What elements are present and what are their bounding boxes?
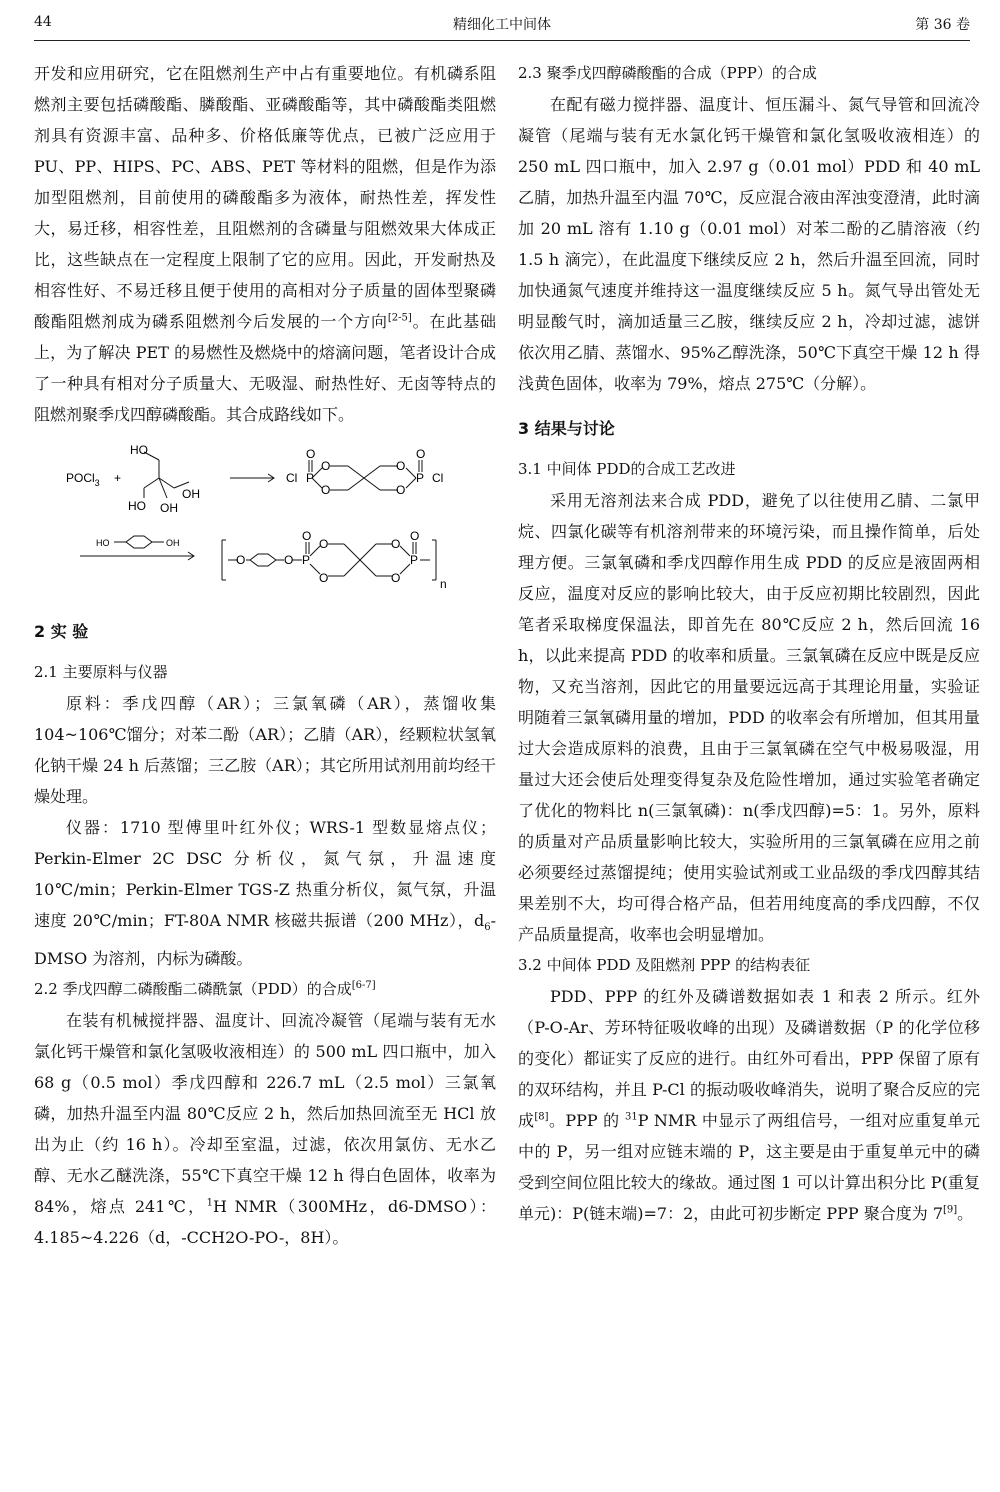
scheme-ho-hq: HO — [96, 538, 110, 548]
scheme-poly-o-5: O — [319, 571, 329, 585]
scheme-poly-p-1: P — [302, 553, 311, 567]
scheme-o-1: O — [306, 447, 316, 461]
section-2-heading: 2 实 验 — [34, 622, 89, 641]
scheme-poly-o-7: O — [391, 571, 401, 585]
journal-title: 精细化工中间体 — [453, 17, 551, 33]
page-header — [34, 14, 970, 40]
scheme-oh-1: OH — [182, 487, 200, 501]
process-improvement-paragraph: 采用无溶剂法来合成 PDD，避免了以往使用乙腈、二氯甲烷、四氯化碳等有机溶剂带来的环境污染，而且操作简单，后处理方便。三氯氧磷和季戊四醇作用生成 PDD 的反应是液固两相反应，温度对反应的影响比较大，由于反应初期比较剧烈，因此笔者采取梯度保温法，即首先在 80℃反应 2 h，然后回流 16 h，以此来提高 PDD 的收率和质量。三氯氧磷在反应中既是反应物，又充当溶剂，因此它的用量要远远高于其理论用量，实验证明随着三氯氧磷用量的增加，PDD 的收率会有所增加，但其用量过大会造成原料的浪费，且由于三氯氧磷在空气中极易吸湿，用量过大还会使后处理变得复杂及危险性增加，通过实验笔者确定了优化的物料比 n(三氯氧磷)：n(季戊四醇)=5：1。另外，原料的质量对产品质量影响比较大，实验所用的三氯氧磷在应用之前必须要经过蒸馏提纯；使用实验试剂或工业品级的季戊四醇其结果差别不大，均可得合格产品，但若用纯度高的季戊四醇，不仅产品质量提高，收率也会明显增加。 — [518, 491, 980, 944]
intro-paragraph: 开发和应用研究，它在阻燃剂生产中占有重要地位。有机磷系阻燃剂主要包括磷酸酯、膦酸酯、亚磷酸酯等，其中磷酸酯类阻燃剂具有资源丰富、品种多、价格低廉等优点，已被广泛应用于 PU、PP、HIPS、PC、ABS、PET 等材料的阻燃，但是作为添加型阻燃剂，目前使用的磷酸酯多为液体，耐热性差，挥发性大，易迁移，相容性差，且阻燃剂的含磷量与阻燃效果大体成正比，这些缺点在一定程度上限制了它的应用。因此，开发耐热及相容性好、不易迁移且便于使用的高相对分子质量的固体型聚磷酸酯阻燃剂成为磷系阻燃剂今后发展的一个方向[2-5]。在此基础上，为了解决 PET 的易燃性及燃烧中的熔滴问题，笔者设计合成了一种具有相对分子质量大、无吸湿、耐热性好、无卤等特点的阻燃剂聚季戊四醇磷酸酯。其合成路线如下。 — [34, 64, 496, 424]
scheme-o-2: O — [321, 459, 331, 473]
left-column — [34, 58, 496, 1253]
scheme-cl-left: Cl — [286, 471, 298, 485]
scheme-p-right: P — [416, 471, 425, 485]
scheme-oh-2: OH — [160, 501, 178, 515]
ppp-synthesis-paragraph: 在配有磁力搅拌器、温度计、恒压漏斗、氮气导管和回流冷凝管（尾端与装有无水氯化钙干燥管和氯化氢吸收液相连）的 250 mL 四口瓶中，加入 2.97 g（0.01 mol）PDD 和 40 mL 乙腈，加热升温至内温 70℃，反应混合液由浑浊变澄清，此时滴加 20 mL 溶有 1.10 g（0.01 mol）对苯二酚的乙腈溶液（约 1.5 h 滴完），在此温度下继续反应 2 h，然后升温至回流，同时加快通氮气速度并维持这一温度继续反应 5 h。氮气导出管处无明显酸气时，滴加适量三乙胺，继续反应 2 h，冷却过滤，滤饼依次用乙腈、蒸馏水、95%乙醇洗涤，50℃下真空干燥 12 h 得浅黄色固体，收率为 79%，熔点 275℃（分解）。 — [518, 95, 980, 393]
scheme-ho-2: HO — [128, 499, 146, 513]
scheme-o-6: O — [416, 447, 426, 461]
hydroquinone-structure — [114, 536, 164, 548]
section-2-3-heading: 2.3 聚季戊四醇磷酸酯的合成（PPP）的合成 — [518, 64, 817, 82]
pdd-synthesis-paragraph: 在装有机械搅拌器、温度计、回流冷凝管（尾端与装有无水氯化钙干燥管和氯化氢吸收液相连）的 500 mL 四口瓶中，加入 68 g（0.5 mol）季戊四醇和 226.7 mL（2.5 mol）三氯氧磷，加热升温至内温 80℃反应 2 h，然后加热回流至无 HCl 放出为止（约 16 h）。冷却至室温，过滤，依次用氯仿、无水乙醇、无水乙醚洗涤，55℃下真空干燥 12 h 得白色固体，收率为 84%，熔点 241℃，$^1$H NMR（300MHz，d6-DMSO）：4.185~4.226（d，-CCH2O-PO-，8H）。 — [34, 1011, 496, 1248]
scheme-cl-right: Cl — [432, 471, 444, 485]
scheme-poly-o-1: O — [236, 553, 246, 567]
header-rule — [34, 40, 970, 41]
scheme-pocl3: POCl$_3$ — [66, 471, 100, 488]
scheme-poly-o-4: O — [319, 537, 329, 551]
ref-8[interactable]: [8] — [534, 1111, 549, 1123]
materials-paragraph: 原料：季戊四醇（AR）；三氯氧磷（AR），蒸馏收集 104~106℃馏分；对苯二酚（AR）；乙腈（AR），经颗粒状氢氧化钠干燥 24 h 后蒸馏；三乙胺（AR）；其它所用试剂用前均经干燥处理。 — [34, 694, 496, 806]
scheme-oh-hq: OH — [166, 538, 180, 548]
scheme-poly-o-3: O — [302, 529, 312, 543]
section-3-2-heading: 3.2 中间体 PDD 及阻燃剂 PPP 的结构表征 — [518, 956, 811, 974]
section-2-1-heading: 2.1 主要原料与仪器 — [34, 663, 168, 681]
section-3-heading: 3 结果与讨论 — [518, 419, 615, 438]
characterization-paragraph: PDD、PPP 的红外及磷谱数据如表 1 和表 2 所示。红外（P-O-Ar、芳环特征吸收峰的出现）及磷谱数据（P 的化学位移的变化）都证实了反应的进行。由红外可看出，PPP 保留了原有的双环结构，并且 P-Cl 的振动吸收峰消失，说明了聚合反应的完成[8]。PPP 的 $^{31}$P NMR 中显示了两组信号，一组对应重复单元中的 P，另一组对应链末端的 P，这主要是由于重复单元中的磷受到空间位阻比较大的缘故。通过图 1 可以计算出积分比 P(重复单元)：P(链末端)=7：2，由此可初步断定 PPP 聚合度为 7[9]。 — [518, 987, 980, 1223]
scheme-degree-n: n — [440, 577, 447, 591]
section-3-1-heading: 3.1 中间体 PDD的合成工艺改进 — [518, 460, 736, 478]
ref-2-5[interactable]: [2-5] — [387, 312, 412, 324]
ref-6-7[interactable]: [6-7] — [351, 980, 376, 992]
scheme-o-4: O — [396, 459, 406, 473]
volume-label: 第 36 卷 — [915, 17, 970, 33]
page-number: 44 — [34, 14, 52, 30]
scheme-ho-1: HO — [130, 443, 148, 457]
scheme-poly-o-2: O — [284, 553, 294, 567]
instruments-paragraph: 仪器：1710 型傅里叶红外仪；WRS-1 型数显熔点仪；Perkin-Elmer 2C DSC 分析仪，氮气氛，升温速度 10℃/min；Perkin-Elmer TGS-Z 热重分析仪，氮气氛，升温速度 20℃/min；FT-80A NMR 核磁共振谱（200 MHz），$d_6$-DMSO 为溶剂，内标为磷酸。 — [34, 818, 496, 969]
synthesis-scheme — [34, 442, 496, 602]
scheme-p-left: P — [306, 471, 315, 485]
scheme-o-5: O — [396, 483, 406, 497]
reaction-arrow-2 — [80, 552, 194, 560]
scheme-plus: + — [114, 471, 122, 485]
scheme-poly-p-2: P — [410, 553, 419, 567]
right-column — [518, 58, 980, 1229]
reaction-arrow-1 — [230, 474, 274, 482]
section-2-2-heading: 2.2 季戊四醇二磷酸酯二磷酰氯（PDD）的合成[6-7] — [34, 980, 376, 999]
ref-9[interactable]: [9] — [943, 1204, 958, 1216]
scheme-poly-o-6: O — [391, 537, 401, 551]
scheme-o-3: O — [321, 483, 331, 497]
ppp-polymer-structure — [222, 540, 436, 580]
scheme-poly-o-8: O — [410, 529, 420, 543]
